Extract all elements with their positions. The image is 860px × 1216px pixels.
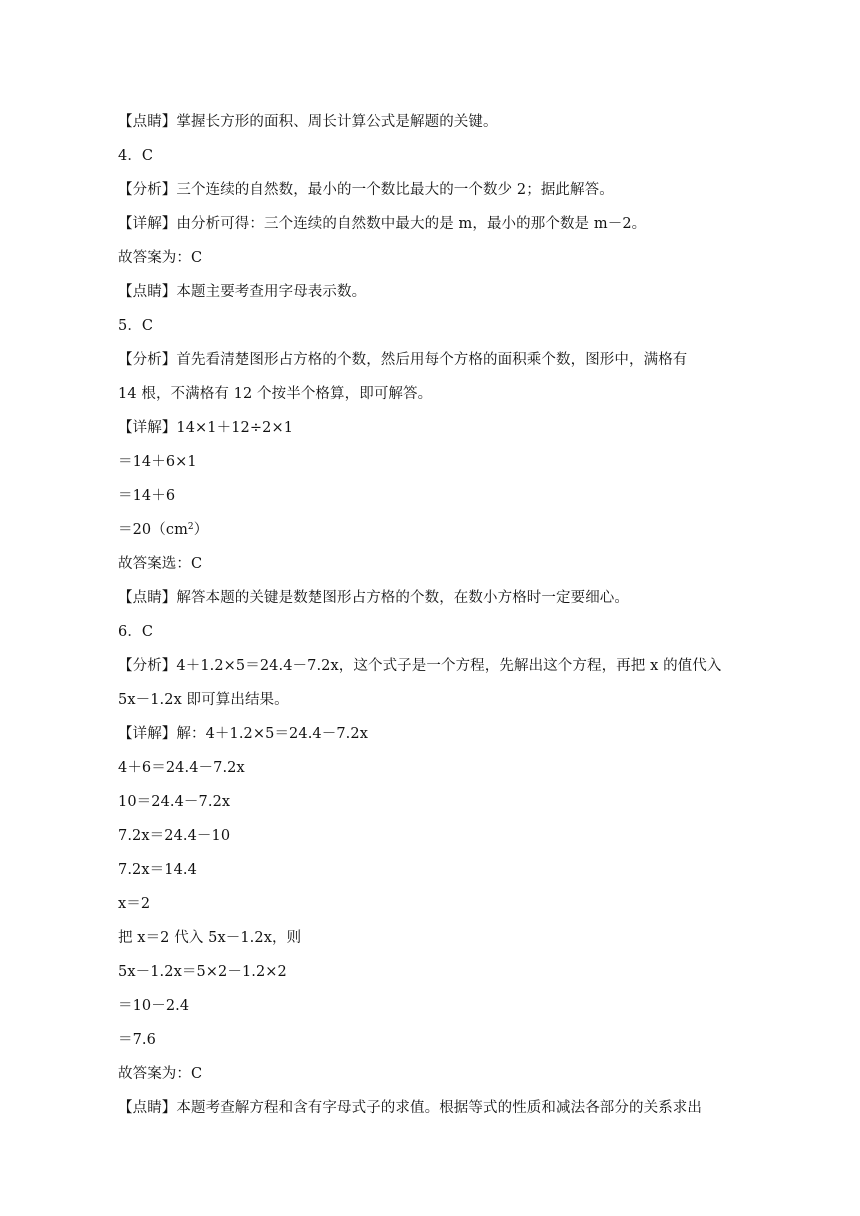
text-line: 【分析】首先看清楚图形占方格的个数，然后用每个方格的面积乘个数，图形中，满格有 bbox=[118, 352, 688, 368]
equation-line: ＝14＋6×1 bbox=[118, 454, 197, 470]
text-line: 故答案为：C bbox=[118, 1066, 203, 1082]
equation-line: x＝2 bbox=[118, 896, 151, 912]
equation-line: 4＋6＝24.4－7.2x bbox=[118, 760, 245, 776]
text-line: 故答案选：C bbox=[118, 556, 203, 572]
text-line: 5x－1.2x 即可算出结果。 bbox=[118, 692, 289, 708]
question-number: 6．C bbox=[118, 624, 154, 640]
equation-line: 10＝24.4－7.2x bbox=[118, 794, 231, 810]
question-number: 4．C bbox=[118, 148, 154, 164]
text-line: 把 x＝2 代入 5x－1.2x，则 bbox=[118, 930, 302, 946]
equation-line: 7.2x＝14.4 bbox=[118, 862, 197, 878]
equation-line: ＝10－2.4 bbox=[118, 998, 190, 1014]
text-line: 【点睛】解答本题的关键是数楚图形占方格的个数，在数小方格时一定要细心。 bbox=[118, 590, 629, 606]
text-line: 【详解】由分析可得：三个连续的自然数中最大的是 m，最小的那个数是 m－2。 bbox=[118, 216, 647, 232]
text-line: 故答案为：C bbox=[118, 250, 203, 266]
equation-line: 7.2x＝24.4－10 bbox=[118, 828, 231, 844]
text-line: 【点睛】本题考查解方程和含有字母式子的求值。根据等式的性质和减法各部分的关系求出 bbox=[118, 1100, 702, 1116]
equation-line: 5x－1.2x＝5×2－1.2×2 bbox=[118, 964, 287, 980]
text-line: 【点睛】本题主要考查用字母表示数。 bbox=[118, 284, 367, 300]
equation-line: ＝14＋6 bbox=[118, 488, 176, 504]
text-line: 【点睛】掌握长方形的面积、周长计算公式是解题的关键。 bbox=[118, 114, 498, 130]
text-line: 【分析】三个连续的自然数，最小的一个数比最大的一个数少 2；据此解答。 bbox=[118, 182, 614, 198]
text-line: 【详解】解：4＋1.2×5＝24.4－7.2x bbox=[118, 726, 368, 742]
text-line: 【分析】4＋1.2×5＝24.4－7.2x，这个式子是一个方程，先解出这个方程，再把 x 的值代入 bbox=[118, 658, 722, 674]
closing-paren: ） bbox=[193, 522, 209, 538]
equation-line-area-unit bbox=[118, 518, 758, 542]
area-value: ＝20（cm bbox=[118, 522, 188, 538]
question-number: 5．C bbox=[118, 318, 154, 334]
equation-line: ＝7.6 bbox=[118, 1032, 156, 1048]
text-line: 【详解】14×1＋12÷2×1 bbox=[118, 420, 294, 436]
unit-superscript: 2 bbox=[187, 522, 194, 532]
text-line: 14 根，不满格有 12 个按半个格算，即可解答。 bbox=[118, 386, 433, 402]
